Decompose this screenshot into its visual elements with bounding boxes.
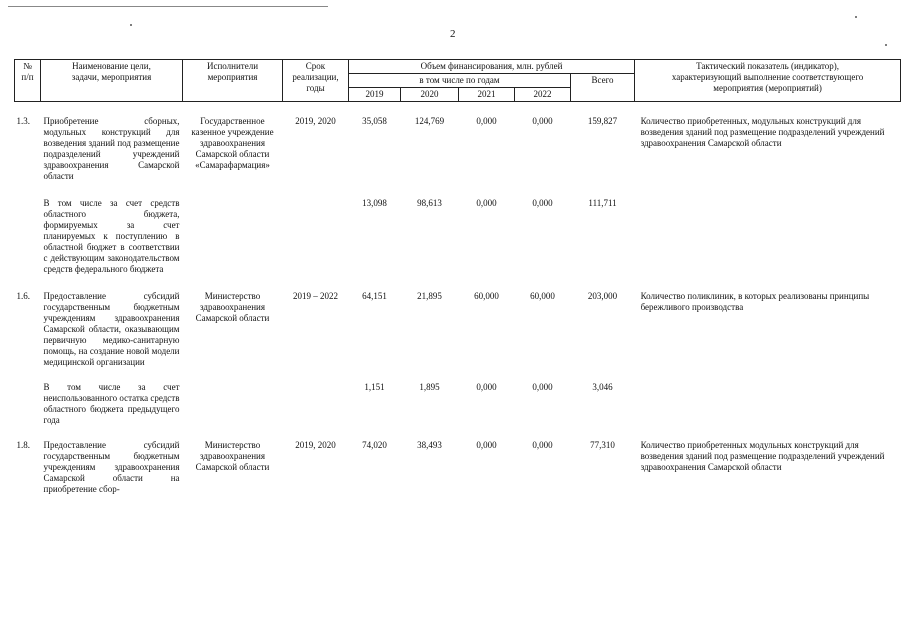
row-total: 203,000 [587,291,618,301]
funding-table [14,59,901,495]
row-value-2021: 0,000 [476,440,497,450]
row-value-2020: 38,493 [417,440,442,450]
row-value-2022: 0,000 [532,198,553,208]
row-value-2021: 0,000 [476,198,497,208]
page-number: 2 [450,28,456,40]
row-term [283,368,349,426]
scan-speck [130,24,132,26]
row-executor [183,368,283,426]
row-name: В том числе за счет неиспользованного остатка средств областного бюджета предыдущего года [43,382,180,425]
row-num: 1.6. [16,291,30,301]
row-indicator [635,368,901,426]
row-total: 77,310 [590,440,615,450]
row-value-2019: 64,151 [362,291,387,301]
row-value-2022: 0,000 [532,382,553,392]
row-value-2022: 0,000 [532,440,553,450]
row-num: 1.8. [16,440,30,450]
row-total: 111,711 [588,198,617,208]
row-executor: Государственное казенное учреждение здравоохранения Самарской области «Самарафармация» [191,116,274,170]
row-value-2020: 98,613 [417,198,442,208]
header-indicator: Тактический показатель (индикатор), характеризующий выполнение соответствующего мероприятия (мероприятий) [635,60,901,102]
row-value-2020: 21,895 [417,291,442,301]
row-num [15,182,41,275]
row-value-2019: 13,098 [362,198,387,208]
row-executor: Министерство здравоохранения Самарской области [195,291,270,323]
row-term [283,182,349,275]
row-total: 159,827 [587,116,618,126]
row-value-2021: 60,000 [474,291,499,301]
header-year: 2021 [459,88,515,102]
row-value-2019: 74,020 [362,440,387,450]
row-name: В том числе за счет средств областного бюджета, формируемых за счет планируемых к поступлению в областной бюджет в соответствии с действующим законодательством средств федерального бюджета [43,198,180,274]
table-row [15,426,901,495]
row-num [15,368,41,426]
header-executors: Исполнители мероприятия [183,60,283,102]
table-row [15,182,901,275]
header-row-1 [15,60,901,74]
row-value-2021: 0,000 [476,116,497,126]
scan-speck [855,16,857,18]
table-row [15,275,901,368]
row-name: Предоставление субсидий государственным бюджетным учреждениям здравоохранения Самарской области на приобретение сбор- [43,440,180,494]
table-row [15,368,901,426]
header-year: 2022 [515,88,571,102]
header-funding: Объем финансирования, млн. рублей [349,60,635,74]
table-row [15,102,901,183]
row-term: 2019, 2020 [295,440,336,450]
row-indicator: Количество приобретенных, модульных конструкций для возведения зданий под размещение подразделений учреждений здравоохранения Самарской области [640,116,885,148]
header-num: № п/п [15,60,41,102]
row-value-2020: 124,769 [414,116,445,126]
row-total: 3,046 [592,382,613,392]
row-value-2019: 35,058 [362,116,387,126]
row-value-2022: 60,000 [530,291,555,301]
row-executor: Министерство здравоохранения Самарской области [195,440,270,472]
row-value-2022: 0,000 [532,116,553,126]
header-term: Срок реализации, годы [283,60,349,102]
row-num: 1.3. [16,116,30,126]
header-by-years: в том числе по годам [349,74,571,88]
scan-speck [885,44,887,46]
header-year: 2019 [349,88,401,102]
row-name: Предоставление субсидий государственным бюджетным учреждениям здравоохранения Самарской области, оказывающим первичную медико-санитарную помощь, на создание новой модели медицинской организации [43,291,180,367]
top-rule [8,6,328,7]
row-indicator: Количество поликлиник, в которых реализованы принципы бережливого производства [640,291,870,312]
row-indicator [635,182,901,275]
row-executor [183,182,283,275]
row-value-2021: 0,000 [476,382,497,392]
row-term: 2019, 2020 [295,116,336,126]
row-indicator: Количество приобретенных модульных конструкций для возведения зданий под размещение подразделений учреждений здравоохранения Самарской области [640,440,885,472]
header-total: Всего [571,74,635,102]
row-value-2019: 1,151 [364,382,385,392]
row-value-2020: 1,895 [419,382,440,392]
row-term: 2019 – 2022 [293,291,338,301]
header-year: 2020 [401,88,459,102]
header-name: Наименование цели, задачи, мероприятия [41,60,183,102]
row-name: Приобретение сборных, модульных конструкций для возведения зданий под размещение подразделений учреждений здравоохранения Самарской области [43,116,180,181]
